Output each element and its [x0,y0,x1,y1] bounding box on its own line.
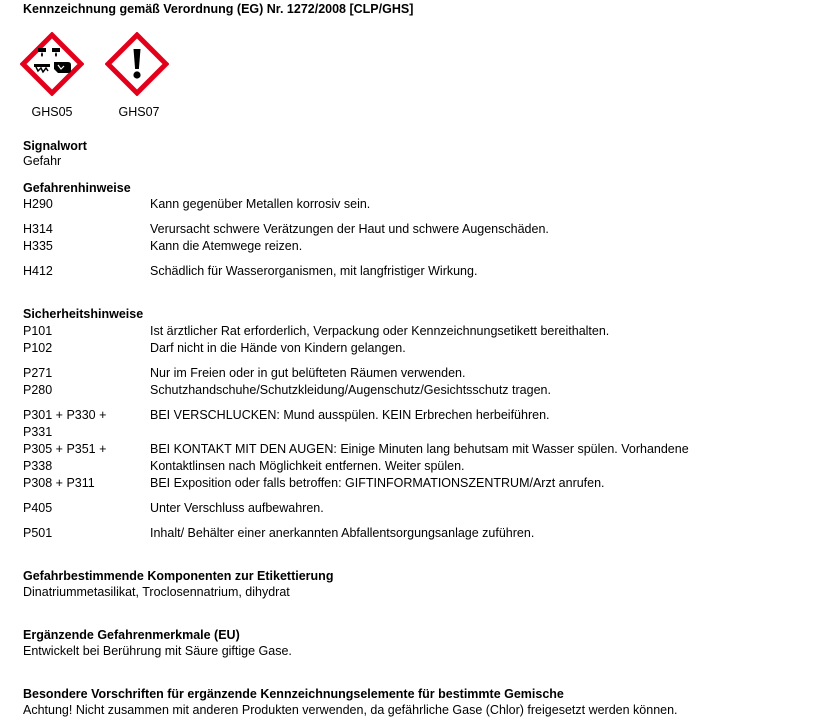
components-text: Dinatriummetasilikat, Troclosennatrium, dihydrat [23,585,290,599]
pictogram-label: GHS07 [118,105,160,119]
signal-word-value: Gefahr [23,154,62,168]
components-title: Gefahrbestimmende Komponenten zur Etikettierung [23,569,334,583]
precaution-code: P308 + P311 [23,476,95,490]
precaution-code: P101 [23,324,53,338]
corrosion-pictogram-icon [20,32,84,96]
precaution-code: P102 [23,341,53,355]
pictogram-label: GHS05 [31,105,73,119]
precaution-text: Nur im Freien oder in gut belüfteten Räumen verwenden. [150,366,466,380]
precaution-code: P271 [23,366,53,380]
supplemental-text: Entwickelt bei Berührung mit Säure giftige Gase. [23,644,292,658]
precautionary-statements-title: Sicherheitshinweise [23,307,144,321]
precaution-code: P501 [23,526,53,540]
special-provisions-title: Besondere Vorschriften für ergänzende Kennzeichnungselemente für bestimmte Gemische [23,687,564,701]
hazard-text: Verursacht schwere Verätzungen der Haut und schwere Augenschäden. [150,222,549,236]
supplemental-title: Ergänzende Gefahrenmerkmale (EU) [23,628,240,642]
precaution-text: Ist ärztlicher Rat erforderlich, Verpackung oder Kennzeichnungsetikett bereithalten. [150,324,610,338]
page-heading: Kennzeichnung gemäß Verordnung (EG) Nr. 1272/2008 [CLP/GHS] [23,2,414,16]
precaution-text: Schutzhandschuhe/Schutzkleidung/Augenschutz/Gesichtsschutz tragen. [150,383,551,397]
precaution-text: Inhalt/ Behälter einer anerkannten Abfallentsorgungsanlage zuführen. [150,526,535,540]
precaution-code: P305 + P351 + [23,442,107,456]
hazard-statements-title: Gefahrenhinweise [23,181,131,195]
hazard-code: H412 [23,264,53,278]
precaution-code: P280 [23,383,53,397]
precaution-text: Unter Verschluss aufbewahren. [150,501,324,515]
precaution-code: P405 [23,501,53,515]
precaution-text: BEI KONTAKT MIT DEN AUGEN: Einige Minuten lang behutsam mit Wasser spülen. Vorhandene [150,442,689,456]
precaution-code: P338 [23,459,53,473]
precaution-code: P301 + P330 + [23,408,107,422]
exclamation-pictogram-icon [105,32,169,96]
precaution-code: P331 [23,425,53,439]
hazard-text: Kann gegenüber Metallen korrosiv sein. [150,197,371,211]
signal-word-title: Signalwort [23,139,87,153]
special-provisions-text: Achtung! Nicht zusammen mit anderen Produkten verwenden, da gefährliche Gase (Chlor) freigesetzt werden können. [23,703,678,717]
hazard-text: Schädlich für Wasserorganismen, mit langfristiger Wirkung. [150,264,478,278]
hazard-code: H335 [23,239,53,253]
hazard-code: H314 [23,222,53,236]
hazard-code: H290 [23,197,53,211]
precaution-text: BEI Exposition oder falls betroffen: GIFTINFORMATIONSZENTRUM/Arzt anrufen. [150,476,605,490]
precaution-text: Kontaktlinsen nach Möglichkeit entfernen. Weiter spülen. [150,459,465,473]
precaution-text: BEI VERSCHLUCKEN: Mund ausspülen. KEIN Erbrechen herbeiführen. [150,408,550,422]
precaution-text: Darf nicht in die Hände von Kindern gelangen. [150,341,406,355]
hazard-text: Kann die Atemwege reizen. [150,239,303,253]
